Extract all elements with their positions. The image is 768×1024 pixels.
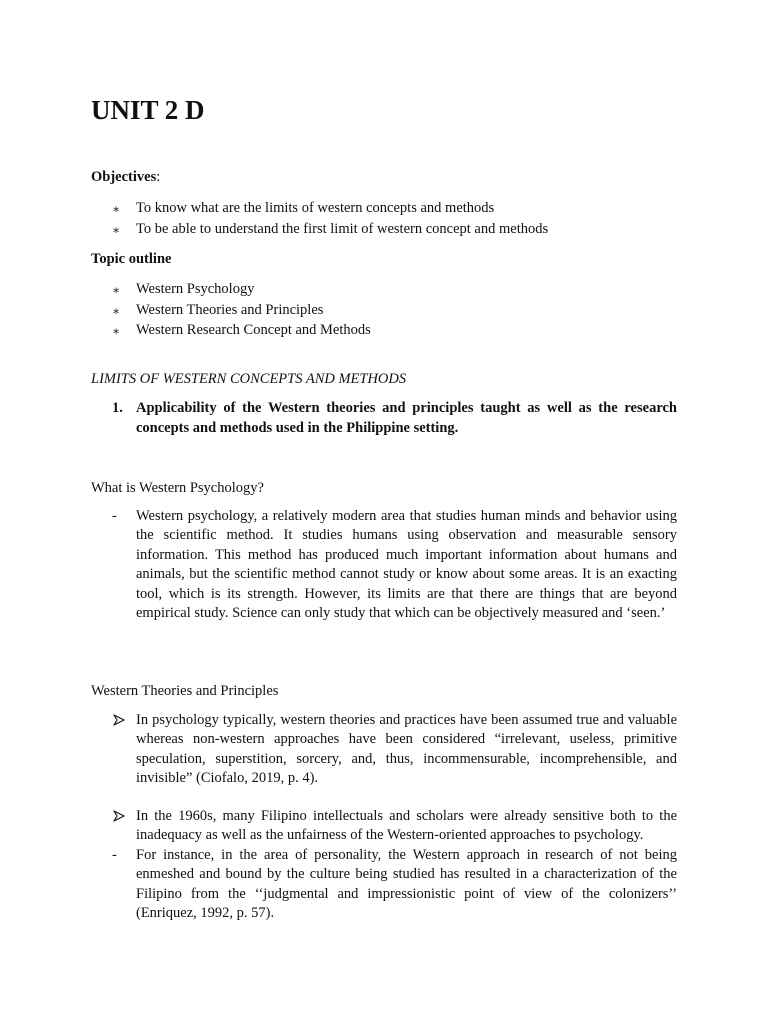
objective-text: To know what are the limits of western concepts and methods	[136, 200, 495, 216]
dash-item-enriquez	[112, 846, 677, 924]
item-number: 1.	[112, 400, 123, 416]
list-item	[0, 300, 371, 321]
dash-marker: -	[112, 847, 117, 863]
western-psychology-question: What is Western Psychology?	[91, 480, 264, 496]
bullet-icon: ∗	[112, 324, 121, 338]
dash-marker: -	[112, 508, 117, 524]
objectives-colon: :	[156, 169, 161, 185]
topic-text: Western Research Concept and Methods	[136, 322, 371, 338]
western-theories-heading: Western Theories and Principles	[91, 683, 279, 699]
topic-outline-label: Topic outline	[91, 251, 172, 267]
topic-text: Western Theories and Principles	[136, 301, 324, 318]
arrow-item-1960s	[112, 807, 677, 846]
numbered-item	[112, 399, 677, 438]
arrow-bullet-icon	[113, 714, 125, 726]
paragraph-text: Western psychology, a relatively modern area that studies human minds and behavior using the scientific method. It studies humans using observation and measurable sensory information. This method has produced much important information about humans and animals, but the scientific method cannot study or know about some areas. It is an exacting tool, which is its strength. However, its limits are that there are things that are beyond empirical study. Science can only study that which can be objectively measured and ‘seen.’	[136, 508, 677, 622]
objectives-list	[0, 198, 548, 239]
objectives-label	[91, 167, 160, 187]
list-item	[0, 198, 548, 219]
list-item	[0, 320, 371, 341]
bullet-icon: ∗	[112, 222, 121, 237]
bullet-icon: ∗	[112, 303, 121, 318]
arrow-item-ciofalo	[112, 711, 677, 789]
limits-heading: LIMITS OF WESTERN CONCEPTS AND METHODS	[91, 371, 407, 387]
arrow-bullet-icon	[113, 810, 125, 822]
objective-text: To be able to understand the first limit of western concept and methods	[136, 220, 549, 237]
page-title: UNIT 2 D	[91, 95, 205, 125]
numbered-item-text: Applicability of the Western theories and principles taught as well as the research concepts and methods used in the Philippine setting.	[136, 400, 677, 436]
paragraph-text: In the 1960s, many Filipino intellectuals and scholars were already sensitive both to the inadequacy as well as the unfairness of the Western-oriented approaches to psychology.	[136, 808, 677, 844]
list-item	[0, 219, 548, 240]
list-item	[0, 279, 371, 300]
topic-outline-list	[0, 279, 371, 341]
western-psychology-paragraph	[112, 507, 677, 623]
bullet-icon: ∗	[112, 202, 121, 216]
topic-text: Western Psychology	[136, 281, 255, 297]
objectives-label-text: Objectives	[91, 169, 157, 185]
paragraph-text: In psychology typically, western theories and practices have been assumed true and valuable whereas non-western approaches have been considered “irrelevant, useless, primitive speculation, superstition, sorcery, and, thus, incommensurable, incomprehensible, and invisible” (Ciofalo, 2019, p. 4).	[136, 712, 677, 787]
paragraph-text: For instance, in the area of personality, the Western approach in research of not being enmeshed and bound by the culture being studied has resulted in a characterization of the Filipino from the ‘‘judgmental and impressionistic point of view of the colonizers’’ (Enriquez, 1992, p. 57).	[136, 847, 677, 922]
bullet-icon: ∗	[112, 283, 121, 297]
